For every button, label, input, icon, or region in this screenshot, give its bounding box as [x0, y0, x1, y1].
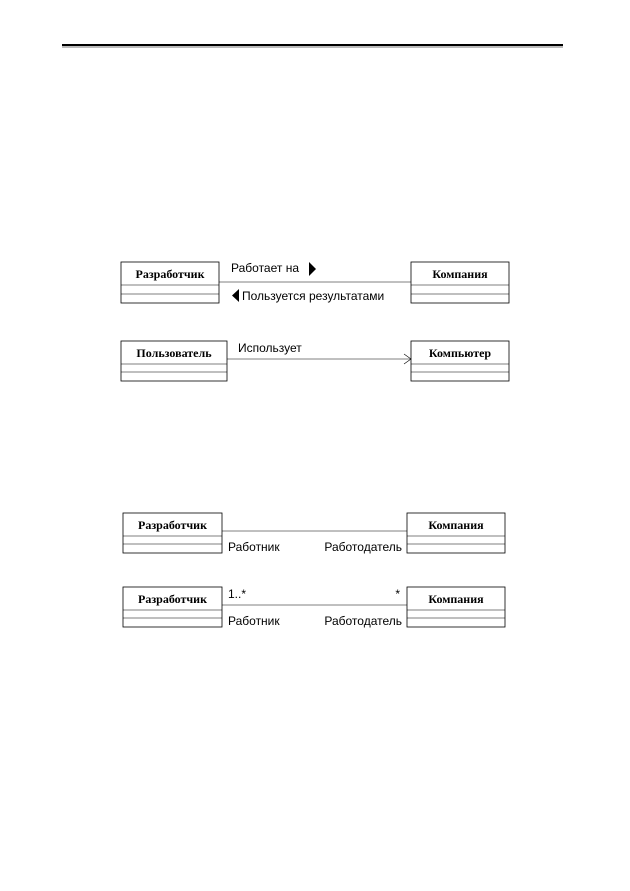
class-box-company-4 — [407, 587, 505, 627]
role-label-right: Работодатель — [324, 614, 402, 628]
class-box-developer-4 — [123, 587, 222, 627]
class-box-computer — [411, 341, 509, 381]
role-label-left: Работник — [228, 540, 280, 554]
class-name: Разработчик — [135, 267, 205, 281]
class-name: Компьютер — [428, 346, 492, 360]
role-label-left: Работник — [228, 614, 280, 628]
diagram-4 — [123, 587, 505, 628]
direction-right-icon — [309, 262, 316, 276]
multiplicity-left: 1..* — [228, 587, 247, 601]
class-box-user — [121, 341, 227, 381]
diagram-3 — [123, 513, 505, 554]
class-name: Разработчик — [138, 518, 207, 532]
class-name: Компания — [428, 518, 484, 532]
class-name: Разработчик — [138, 592, 207, 606]
class-name: Пользователь — [136, 346, 212, 360]
association-label: Использует — [238, 341, 302, 355]
class-box-developer-1 — [121, 262, 219, 303]
diagram-2 — [121, 341, 509, 381]
association-label-bottom: Пользуется результатами — [242, 289, 385, 303]
class-name: Компания — [428, 592, 484, 606]
diagram-1 — [121, 261, 509, 303]
direction-left-icon — [232, 289, 239, 302]
role-label-right: Работодатель — [324, 540, 402, 554]
class-name: Компания — [432, 267, 488, 281]
class-box-company-1 — [411, 262, 509, 303]
class-box-company-3 — [407, 513, 505, 553]
multiplicity-right: * — [395, 587, 400, 601]
class-box-developer-3 — [123, 513, 222, 553]
association-label-top: Работает на — [231, 261, 300, 275]
